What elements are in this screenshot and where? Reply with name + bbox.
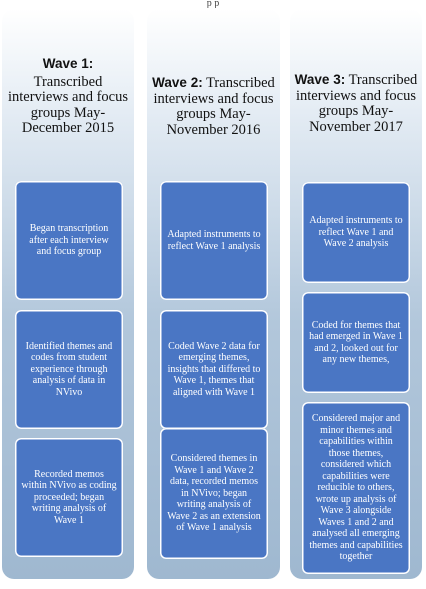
wave-1-step-2-text: Identified themes and codes from student experience through analysis of data in NVivo bbox=[25, 340, 113, 398]
wave-2-column bbox=[147, 9, 280, 579]
wave-1-step-3-text: Recorded memos within NVivo as coding proceeded; began writing analysis of Wave 1 bbox=[21, 468, 117, 526]
wave-3-header bbox=[294, 72, 418, 135]
wave-3-column bbox=[290, 9, 422, 579]
wave-1-header bbox=[6, 56, 130, 137]
wave-2-header bbox=[151, 75, 276, 138]
top-caption: p p bbox=[206, 0, 220, 8]
wave-2-subtitle: Transcribed interviews and focus groups May-November 2016 bbox=[153, 75, 275, 138]
wave-3-step-3-box bbox=[302, 402, 410, 574]
wave-2-step-3-box bbox=[160, 428, 268, 559]
wave-2-step-3-text: Considered themes in Wave 1 and Wave 2 data, recorded memos in NVivo; began writing analysis of Wave 2 as an extension of Wave 1 analysis bbox=[167, 453, 261, 534]
wave-1-step-2-box bbox=[15, 310, 123, 429]
wave-1-column bbox=[2, 9, 134, 579]
wave-2-step-1-box bbox=[160, 181, 268, 300]
wave-3-step-2-text: Coded for themes that had emerged in Wave 1 and 2, looked out for any new themes, bbox=[309, 319, 403, 365]
wave-3-title: Wave 3: bbox=[294, 72, 346, 87]
wave-3-step-3-text: Considered major and minor themes and capabilities within those themes, considered which capabilities were reducible to others, wrote up analysis of Wave 3 alongside Waves 1 and 2 and analysed all emerging themes and capabilities together bbox=[309, 413, 403, 563]
wave-3-step-2-box bbox=[302, 292, 410, 393]
wave-2-step-2-text: Coded Wave 2 data for emerging themes, insights that differed to Wave 1, themes that aligned with Wave 1 bbox=[167, 340, 261, 398]
wave-1-step-1-box bbox=[15, 181, 123, 300]
wave-2-step-1-text: Adapted instruments to reflect Wave 1 analysis bbox=[167, 229, 261, 252]
wave-1-subtitle: Transcribed interviews and focus groups May-December 2015 bbox=[8, 73, 128, 136]
wave-3-subtitle: Transcribed interviews and focus groups May-November 2017 bbox=[296, 72, 418, 135]
wave-3-step-1-text: Adapted instruments to reflect Wave 1 and Wave 2 analysis bbox=[309, 215, 403, 250]
wave-3-step-1-box bbox=[302, 182, 410, 283]
wave-2-step-2-box bbox=[160, 310, 268, 429]
wave-1-title: Wave 1: bbox=[42, 56, 94, 71]
wave-1-step-3-box bbox=[15, 438, 123, 557]
wave-2-title: Wave 2: bbox=[152, 75, 203, 90]
wave-1-step-1-text: Began transcription after each interview and focus group bbox=[29, 223, 109, 258]
